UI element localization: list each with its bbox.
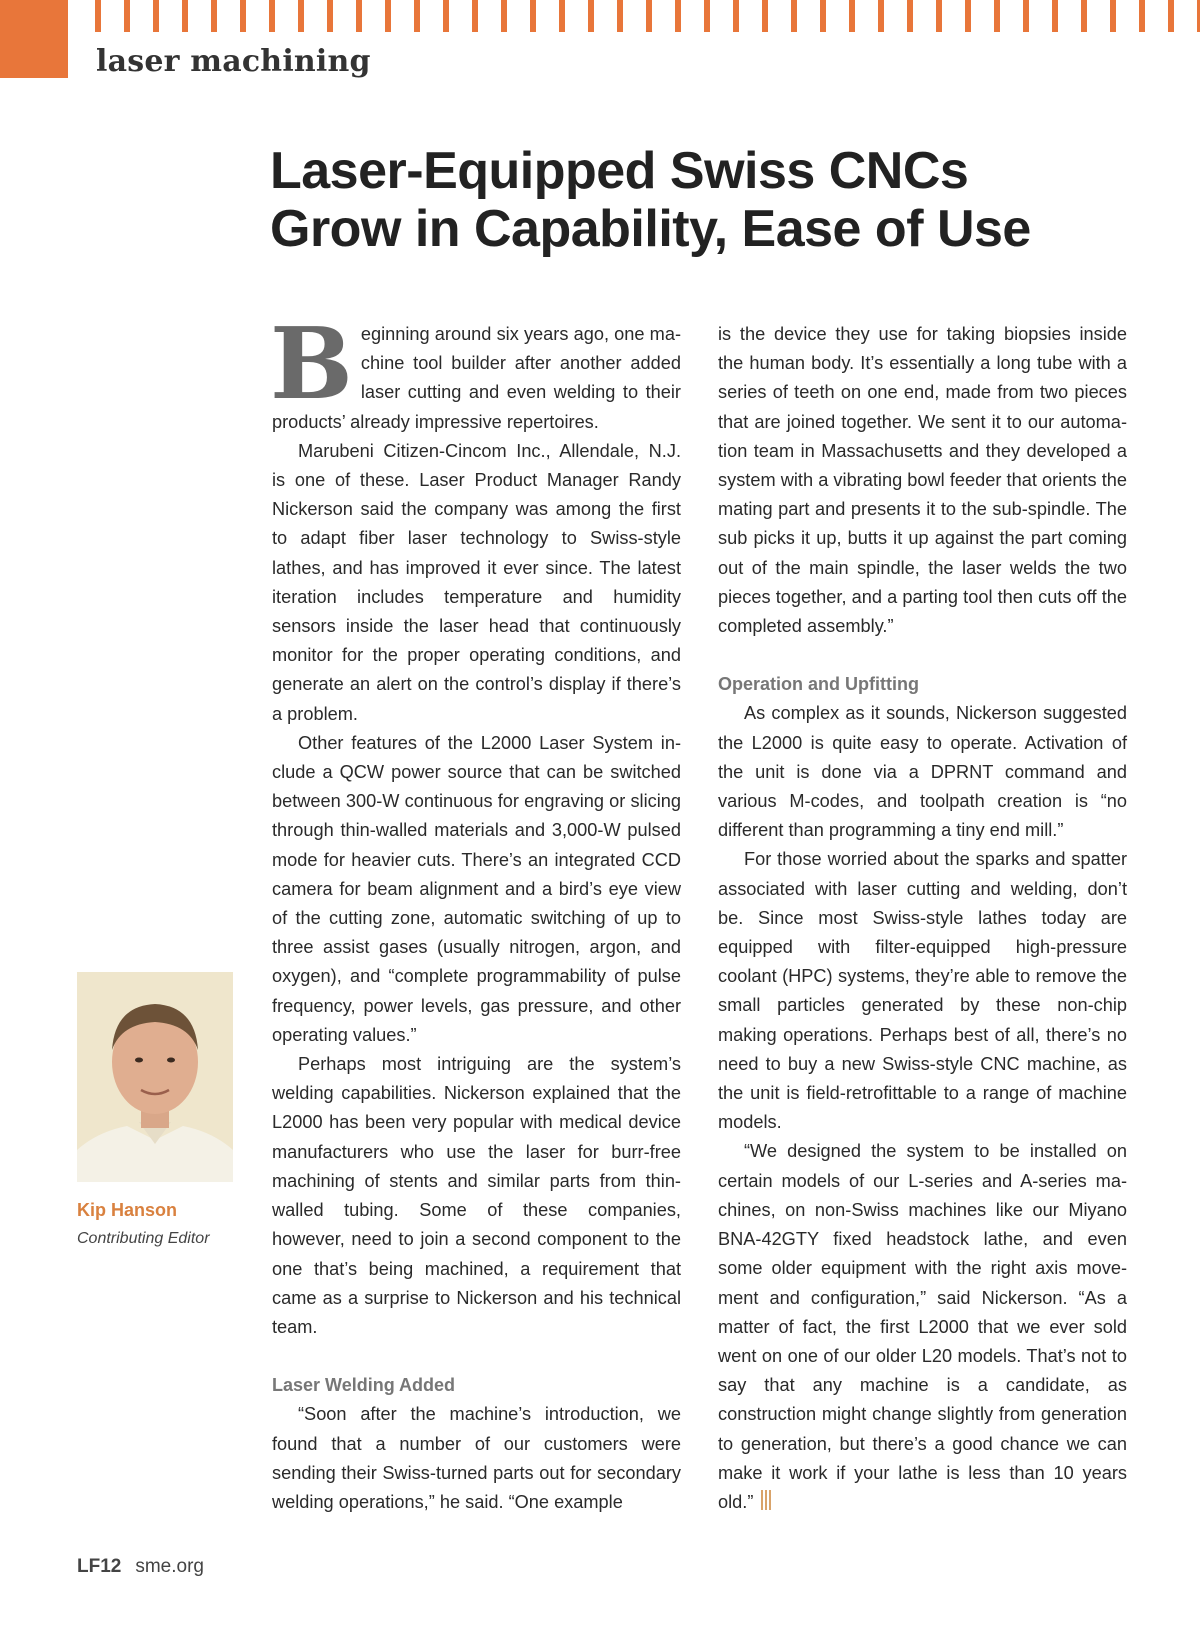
subheading-operation: Operation and Upfitting	[718, 674, 919, 695]
article-column-left	[270, 307, 681, 1517]
article-paragraph: For those worried about the sparks and spatter associated with laser cutting and welding, don’t be. Since most Swiss-style lathes today are equipped with filter-equipped high-pressure coolant (HPC) systems, they’re able to remove the small particles generated by these non-chip making operations. Perhaps best of all, there’s no need to buy a new Swiss-style CNC machine, as the unit is field-retrofittable to a range of machine models.	[718, 849, 1127, 1133]
paragraph-text: “We designed the system to be installed on certain models of our L-series and A-series machines, on non-Swiss machines like our Miyano BNA-42GTY fixed headstock lathe, and even some older equipment with the right axis movement and configuration,” said Nickerson. “As a matter of fact, the first L2000 that we ever sold went on one of our older L20 models. That’s not to say that any machine is a candidate, as construction might change slightly from generation to generation, but there’s a good chance we can make it work if your lathe is less than 10 years old.”	[718, 1141, 1127, 1512]
section-color-block	[0, 0, 68, 78]
article-paragraph: Perhaps most intriguing are the system’s welding capabilities. Nickerson explained that the L2000 has been very popular with medical device manufacturers who use the laser for burr-free machining of stents and similar parts from thin-walled tubing. Some of these companies, however, need to join a second component to the one that’s being machined, a requirement that came as a surprise to Nickerson and his technical team.	[272, 1054, 681, 1337]
page-footer	[77, 1556, 204, 1578]
author-photo	[77, 972, 233, 1182]
article-headline	[270, 142, 1170, 258]
article-paragraph: Marubeni Citizen-Cincom Inc., Allendale, N.J. is one of these. Laser Product Manager Randy Nickerson said the company was among the first to adapt fiber laser technology to Swiss-style lathes, and has improved it ever since. The latest iteration includes temperature and humidity sensors inside the laser head that continuously monitor for the proper operating conditions, and generate an alert on the control’s display if there’s a problem.	[272, 440, 681, 724]
subheading-laser-welding: Laser Welding Added	[272, 1375, 456, 1396]
article-paragraph: “Soon after the machine’s introduction, we found that a number of our customers were sending their Swiss-turned parts out for secondary welding operations,” he said. “One example	[272, 1404, 681, 1512]
article-paragraph: As complex as it sounds, Nickerson suggested the L2000 is quite easy to operate. Activation of the unit is done via a DPRNT command and various M-codes, and toolpath creation is “no different than programming a tiny end mill.”	[718, 703, 1127, 841]
article-paragraph	[270, 307, 681, 437]
article-column-right	[718, 320, 1127, 1517]
article-paragraph: is the device they use for taking biopsies inside the human body. It’s essentially a long tube with a series of teeth on one end, made from two pieces that are joined together. We sent it to our automation team in Massachusetts and they developed a system with a vibrating bowl feeder that orients the mating part and presents it to the sub-spindle. The sub picks it up, butts it up against the part coming out of the main spindle, the laser welds the two pieces together, and a parting tool then cuts off the completed assembly.”	[718, 324, 1127, 637]
end-of-article-icon	[761, 1490, 773, 1510]
article-paragraph: Other features of the L2000 Laser System include a QCW power source that can be switched between 300-W continuous for engraving or slicing through thin-walled materials and 3,000-W pulsed mode for heavier cuts. There’s an integrated CCD camera for beam alignment and a bird’s eye view of the cutting zone, automatic switching of up to three assist gases (usually nitrogen, argon, and oxygen), and “complete programmability of pulse frequency, power levels, gas pressure, and other operating values.”	[272, 732, 681, 1045]
section-label: laser machining	[96, 44, 371, 79]
article-paragraph	[718, 1137, 1127, 1517]
page-number: LF12	[77, 1556, 122, 1577]
headline-line-2: Grow in Capability, Ease of Use	[270, 200, 1031, 258]
author-portrait-icon	[77, 972, 233, 1182]
header-tick-rule	[95, 0, 1200, 32]
drop-cap: B	[270, 307, 353, 422]
paragraph-text: eginning around six years ago, one machine tool builder after another added laser cutting and even welding to their products’ already impressive repertoires.	[272, 324, 681, 432]
author-name: Kip Hanson	[77, 1200, 178, 1220]
headline-line-1: Laser-Equipped Swiss CNCs	[270, 142, 969, 200]
author-role: Contributing Editor	[77, 1230, 210, 1247]
site-url: sme.org	[135, 1556, 204, 1577]
